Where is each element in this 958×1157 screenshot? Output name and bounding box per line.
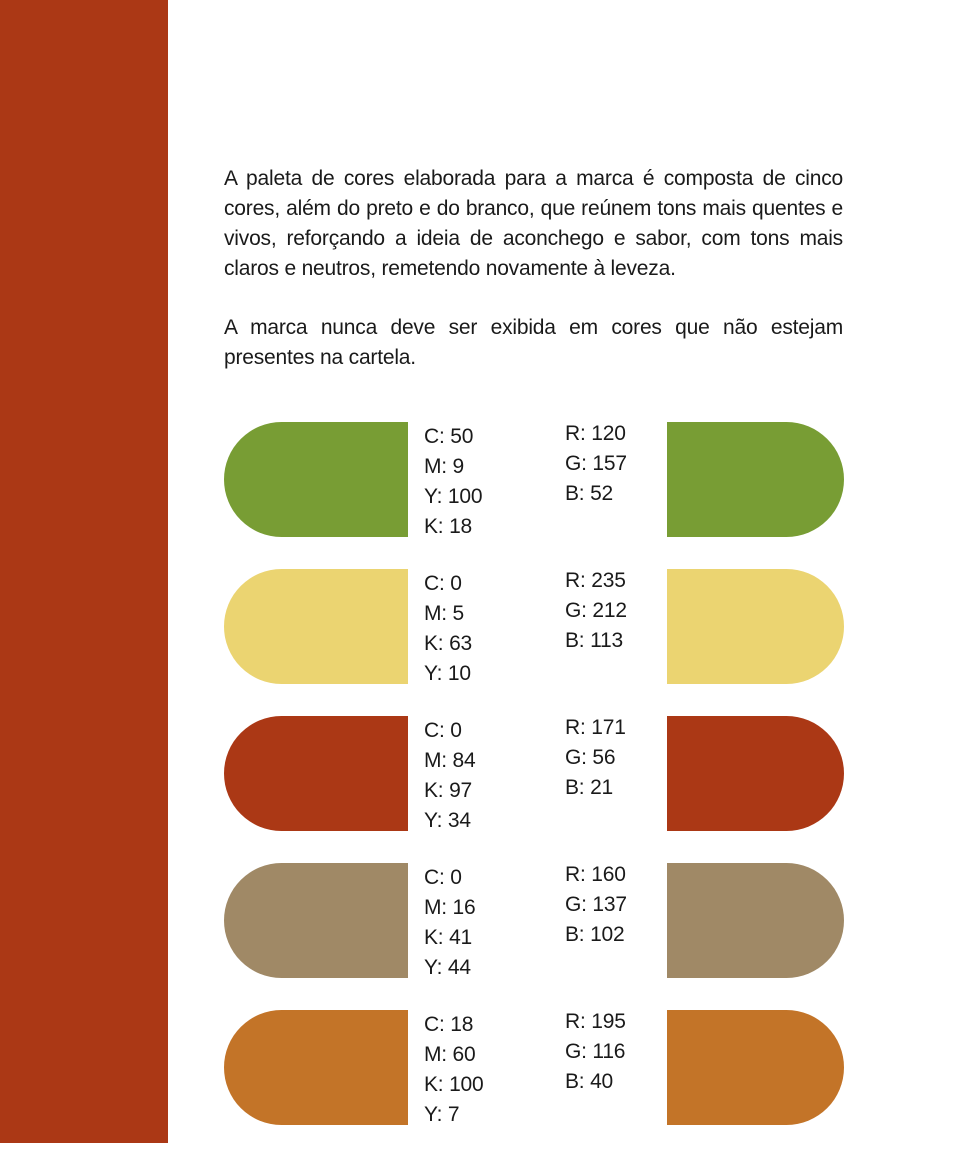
rgb-value: G: 157 [565, 452, 627, 475]
cmyk-value: K: 97 [424, 779, 473, 802]
color-swatch-left [224, 863, 408, 978]
rgb-value: R: 235 [565, 569, 626, 592]
cmyk-value: K: 100 [424, 1073, 484, 1096]
rgb-value: B: 21 [565, 776, 614, 799]
rgb-value: B: 40 [565, 1070, 614, 1093]
rgb-value: B: 102 [565, 923, 625, 946]
color-swatch-right [667, 422, 844, 537]
cmyk-value: Y: 34 [424, 809, 471, 832]
usage-rule-paragraph: A marca nunca deve ser exibida em cores que não estejam presentes na cartela. [224, 316, 843, 369]
rgb-value: G: 116 [565, 1040, 626, 1063]
swatch-row [224, 863, 844, 1010]
rgb-value: R: 195 [565, 1010, 626, 1033]
color-swatch-right [667, 716, 844, 831]
color-swatch-left [224, 716, 408, 831]
rgb-values [565, 713, 626, 803]
cmyk-value: M: 84 [424, 749, 476, 772]
rgb-values [565, 566, 627, 656]
color-swatch-left [224, 569, 408, 684]
intro-paragraph: A paleta de cores elaborada para a marca é composta de cinco cores, além do preto e do branco, que reúnem tons mais quentes e vivos, reforçando a ideia de aconchego e sabor, com tons mais claros e neutros, remetendo novamente à leveza. [224, 167, 843, 280]
cmyk-values [424, 569, 472, 689]
swatch-row [224, 569, 844, 716]
rgb-value: G: 137 [565, 893, 627, 916]
cmyk-value: Y: 100 [424, 485, 483, 508]
swatch-row [224, 1010, 844, 1157]
cmyk-values [424, 716, 476, 836]
cmyk-value: Y: 10 [424, 662, 471, 685]
cmyk-values [424, 1010, 484, 1130]
cmyk-value: Y: 7 [424, 1103, 460, 1126]
color-swatch-left [224, 422, 408, 537]
cmyk-value: K: 41 [424, 926, 473, 949]
rgb-value: G: 56 [565, 746, 616, 769]
swatch-row [224, 422, 844, 569]
cmyk-value: M: 60 [424, 1043, 476, 1066]
cmyk-value: M: 16 [424, 896, 476, 919]
color-palette [224, 422, 844, 1157]
rgb-values [565, 1007, 626, 1097]
rgb-value: R: 120 [565, 422, 626, 445]
cmyk-value: K: 18 [424, 515, 473, 538]
cmyk-value: M: 9 [424, 455, 465, 478]
rgb-value: B: 113 [565, 629, 623, 652]
cmyk-value: Y: 44 [424, 956, 471, 979]
rgb-value: R: 171 [565, 716, 626, 739]
cmyk-value: C: 0 [424, 719, 462, 742]
color-swatch-right [667, 1010, 844, 1125]
color-swatch-left [224, 1010, 408, 1125]
rgb-value: R: 160 [565, 863, 626, 886]
rgb-value: B: 52 [565, 482, 614, 505]
cmyk-value: C: 50 [424, 425, 474, 448]
cmyk-value: C: 0 [424, 866, 462, 889]
cmyk-values [424, 422, 482, 542]
swatch-row [224, 716, 844, 863]
rgb-values [565, 860, 627, 950]
rgb-value: G: 212 [565, 599, 627, 622]
cmyk-value: C: 18 [424, 1013, 474, 1036]
sidebar-band [0, 0, 168, 1143]
cmyk-value: C: 0 [424, 572, 462, 595]
cmyk-values [424, 863, 476, 983]
text-block [224, 164, 843, 373]
color-swatch-right [667, 569, 844, 684]
cmyk-value: K: 63 [424, 632, 473, 655]
cmyk-value: M: 5 [424, 602, 465, 625]
color-swatch-right [667, 863, 844, 978]
rgb-values [565, 419, 627, 509]
